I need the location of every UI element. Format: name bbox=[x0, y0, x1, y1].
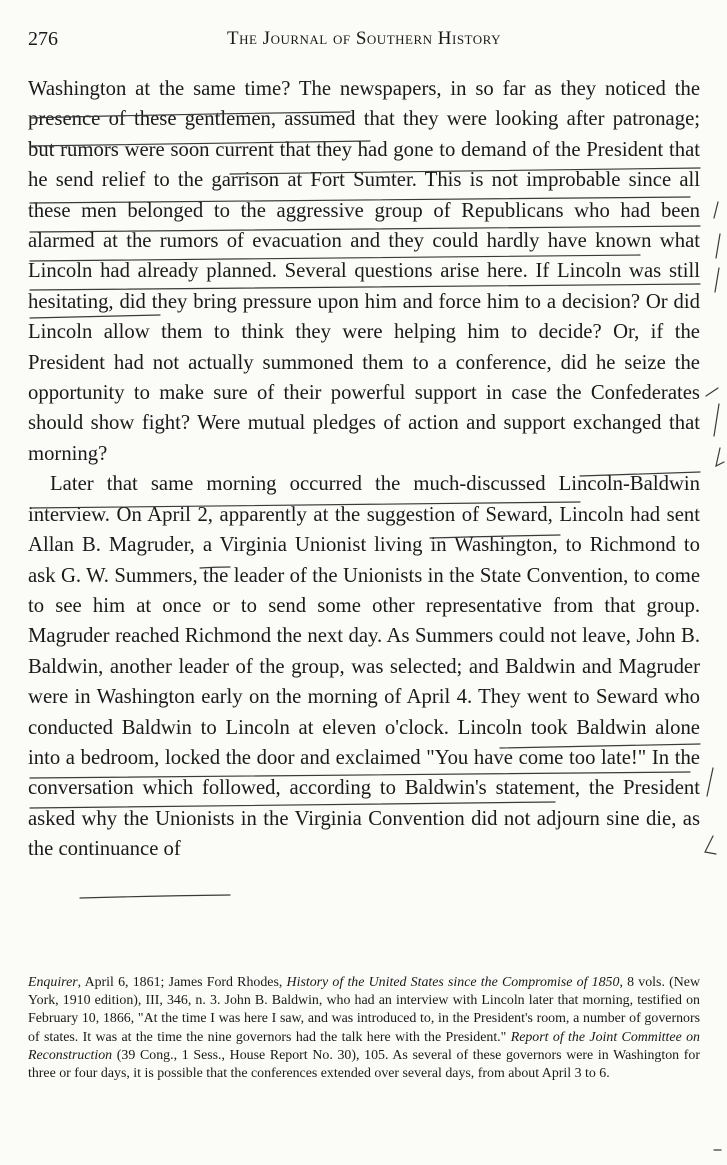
body-text bbox=[28, 74, 700, 865]
footnote-title-report: Report of the Joint Committee on Reconstruction bbox=[28, 1029, 700, 1063]
margin-mark bbox=[716, 234, 720, 258]
footnote bbox=[28, 974, 700, 1083]
underline-mark bbox=[80, 895, 230, 898]
footnote-text-part-3: (39 Cong., 1 Sess., House Report No. 30), 105. As several of these governors were in Washington for three or four days, it is possible that the conferences extended over several days, from about April 3 to 6. bbox=[28, 1047, 700, 1082]
margin-mark bbox=[715, 268, 719, 292]
footnote-text-part-2: , 8 vols. (New York, 1910 edition), III, 346, n. 3. John B. Baldwin, who had an interview with Lincoln later that morning, testified on February 10, 1866, "At the time I was here I saw, and was introduced to, in the President's room, a number of governors of states. It was at the time the nine governors had the talk here with the President." bbox=[28, 975, 700, 1045]
footnote-text-part-1: , April 6, 1861; James Ford Rhodes, bbox=[77, 975, 287, 990]
margin-mark bbox=[707, 768, 713, 796]
footnote-text bbox=[28, 974, 700, 1083]
paragraph-2: Later that same morning occurred the much-discussed Lincoln-Baldwin interview. On April 2, apparently at the suggestion of Seward, Lincoln had sent Allan B. Magruder, a Virginia Unionist living in Washington, to Richmond to ask G. W. Summers, the leader of the Unionists in the State Convention, to come to see him at once or to send some other representative from that group. Magruder reached Richmond the next day. As Summers could not leave, John B. Baldwin, another leader of the group, was selected; and Baldwin and Magruder were in Washington early on the morning of April 4. They went to Seward who conducted Baldwin to Lincoln at eleven o'clock. Lincoln took Baldwin alone into a bedroom, locked the door and exclaimed "You have come too late!" In the conversation which followed, according to Baldwin's statement, the President asked why the Unionists in the Virginia Convention did not adjourn sine die, as the continuance of bbox=[28, 473, 700, 861]
footnote-title-history: History of the United States since the Compromise of 1850 bbox=[286, 975, 620, 990]
margin-mark bbox=[716, 448, 724, 466]
margin-mark bbox=[705, 836, 716, 854]
margin-mark bbox=[714, 202, 718, 218]
paragraph-1: Washington at the same time? The newspapers, in so far as they noticed the presence of these gentlemen, assumed that they were looking after patronage; but rumors were soon current that they had gone to demand of the President that he send relief to the garrison at Fort Sumter. This is not improbable since all these men belonged to the aggressive group of Republicans who had been alarmed at the rumors of evacuation and they could hardly have known what Lincoln had already planned. Several questions arise here. If Lincoln was still hesitating, did they bring pressure upon him and force him to a decision? Or did Lincoln allow them to think they were helping him to decide? Or, if the President had not actually summoned them to a conference, did he seize the opportunity to make sure of their powerful support in case the Confederates should show fight? Were mutual pledges of action and support exchanged that morning? bbox=[28, 78, 700, 465]
margin-mark bbox=[714, 404, 719, 436]
running-head: The Journal of Southern History bbox=[226, 28, 501, 49]
footnote-title-enquirer: Enquirer bbox=[28, 975, 78, 990]
page-header bbox=[28, 28, 700, 56]
margin-mark bbox=[706, 388, 718, 396]
page-number: 276 bbox=[28, 28, 58, 50]
